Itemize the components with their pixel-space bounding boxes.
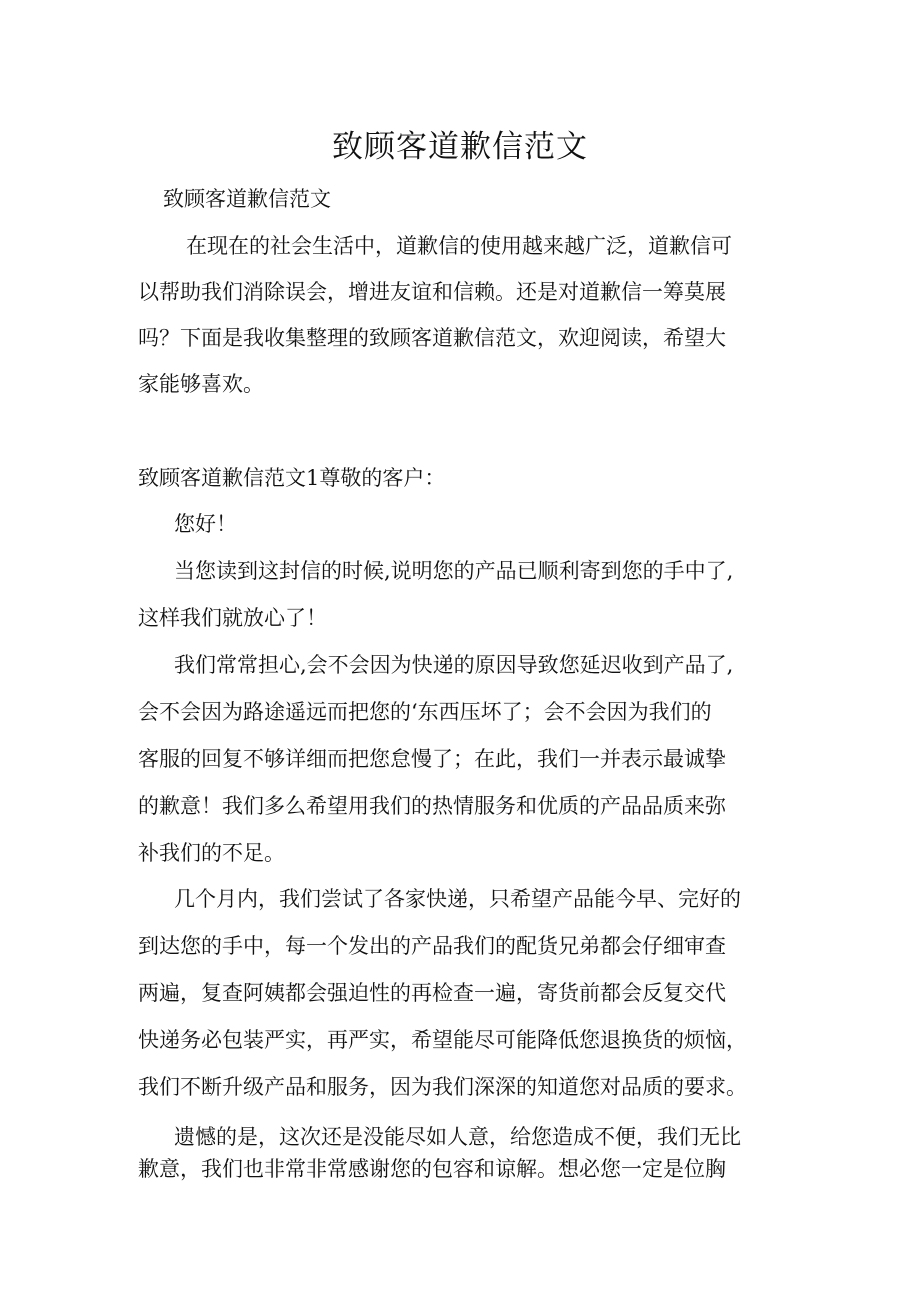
para3-line-4: 快递务必包装严实，再严实，希望能尽可能降低您退换货的烦恼， [138, 1028, 747, 1052]
para4-line-2: 歉意，我们也非常非常感谢您的包容和谅解。想必您一定是位胸 [138, 1157, 726, 1181]
para2-line-5: 补我们的不足。 [138, 841, 285, 865]
intro-line-4: 家能够喜欢。 [138, 372, 264, 396]
subtitle: 致顾客道歉信范文 [163, 187, 331, 211]
para2-line-2: 会不会因为路途遥远而把您的‘东西压坏了；会不会因为我们的 [138, 700, 712, 724]
intro-line-3: 吗？下面是我收集整理的致顾客道歉信范文，欢迎阅读，希望大 [138, 326, 726, 350]
para1-line-1: 当您读到这封信的时候,说明您的产品已顺利寄到您的手中了, [174, 559, 734, 583]
para1-line-2: 这样我们就放心了！ [138, 606, 327, 630]
para3-line-3: 两遍，复查阿姨都会强迫性的再检查一遍，寄货前都会反复交代 [138, 981, 726, 1005]
para2-line-4: 的歉意！我们多么希望用我们的热情服务和优质的产品品质来弥 [138, 794, 726, 818]
para4-line-1: 遗憾的是，这次还是没能尽如人意，给您造成不便，我们无比 [174, 1125, 741, 1149]
letter-heading: 致顾客道歉信范文1尊敬的客户： [138, 466, 446, 490]
para2-line-3: 客服的回复不够详细而把您怠慢了；在此，我们一并表示最诚挚 [138, 747, 726, 771]
document-title: 致顾客道歉信范文 [332, 129, 588, 165]
intro-line-2: 以帮助我们消除误会，增进友谊和信赖。还是对道歉信一筹莫展 [138, 280, 726, 304]
intro-line-1: 在现在的社会生活中，道歉信的使用越来越广泛，道歉信可 [186, 234, 732, 258]
para3-line-2: 到达您的手中，每一个发出的产品我们的配货兄弟都会仔细审查 [138, 934, 726, 958]
greeting: 您好！ [174, 512, 237, 536]
para3-line-1: 几个月内，我们尝试了各家快递，只希望产品能今早、完好的 [174, 887, 741, 911]
para2-line-1: 我们常常担心,会不会因为快递的原因导致您延迟收到产品了, [174, 653, 734, 677]
para3-line-5: 我们不断升级产品和服务，因为我们深深的知道您对品质的要求。 [138, 1075, 747, 1099]
